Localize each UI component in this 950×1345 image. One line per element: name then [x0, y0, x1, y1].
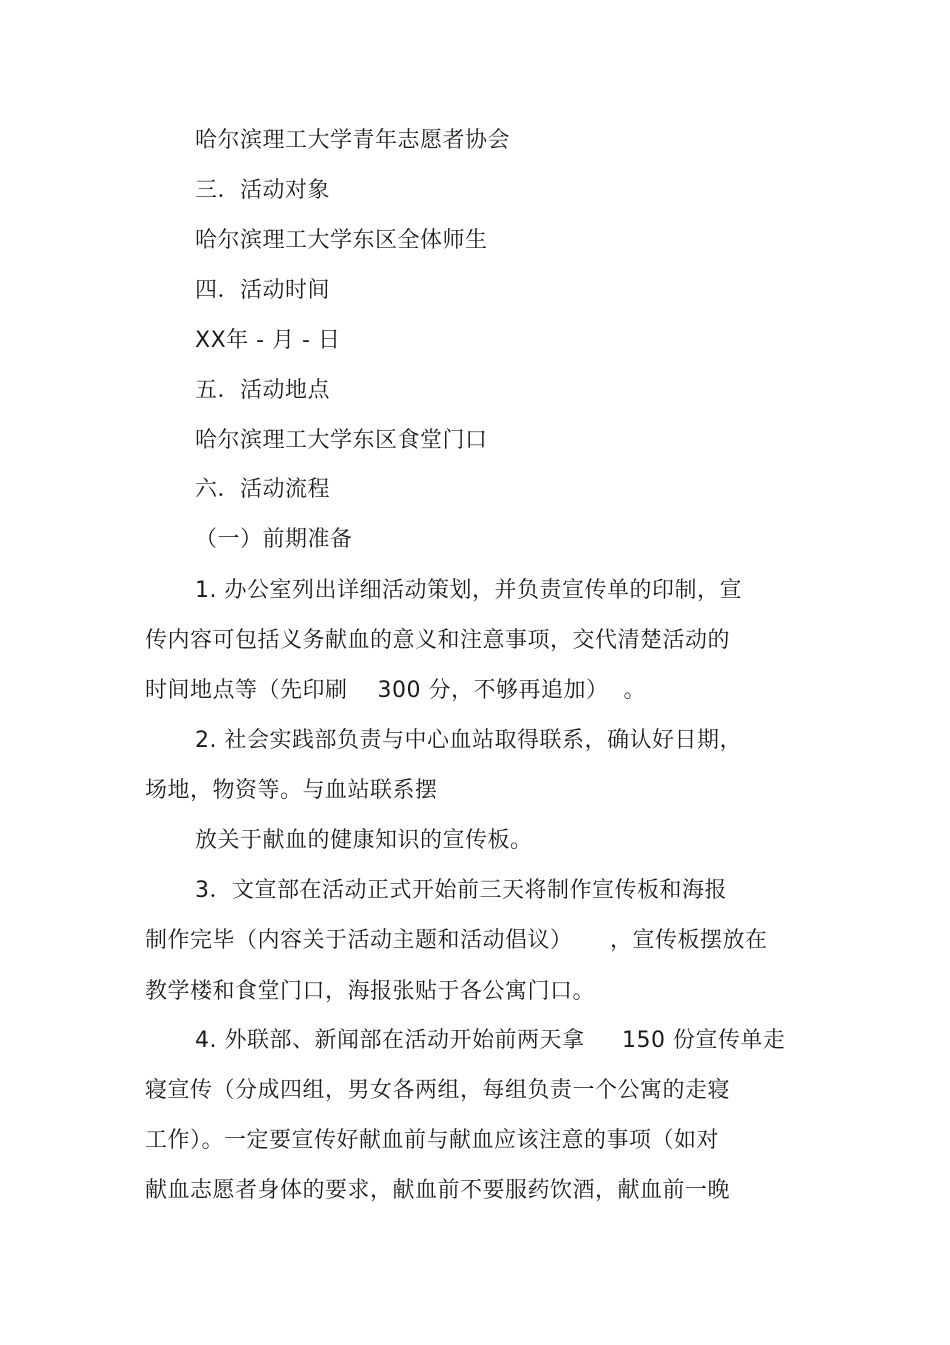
paragraph-line: 3．文宣部在活动正式开始前三天将制作宣传板和海报 — [195, 878, 727, 903]
section-heading-location: 五．活动地点 — [195, 378, 331, 403]
paragraph-line: 4. 外联部、新闻部在活动开始前两天拿 150 份宣传单走 — [195, 1028, 786, 1053]
paragraph-line: 传内容可包括义务献血的意义和注意事项，交代清楚活动的 — [145, 628, 731, 653]
organizer-text: 哈尔滨理工大学青年志愿者协会 — [195, 128, 511, 153]
section-heading-target: 三．活动对象 — [195, 178, 331, 203]
paragraph-line: 1. 办公室列出详细活动策划，并负责宣传单的印制，宣 — [195, 578, 742, 603]
time-text: XX年 - 月 - 日 — [195, 328, 341, 353]
section-heading-process: 六．活动流程 — [195, 477, 331, 502]
paragraph-line: 寝宣传（分成四组，男女各两组，每组负责一个公寓的走寝 — [145, 1078, 731, 1103]
paragraph-line: 时间地点等（先印刷 300 分，不够再追加） 。 — [145, 678, 646, 703]
paragraph-line: 工作）。一定要宣传好献血前与献血应该注意的事项（如对 — [145, 1128, 720, 1153]
paragraph-line: 制作完毕（内容关于活动主题和活动倡议） ，宣传板摆放在 — [145, 928, 768, 953]
subsection-heading-preparation: （一）前期准备 — [195, 527, 353, 552]
location-text: 哈尔滨理工大学东区食堂门口 — [195, 428, 488, 453]
section-heading-time: 四．活动时间 — [195, 278, 331, 303]
paragraph-line: 献血志愿者身体的要求，献血前不要服药饮酒，献血前一晚 — [145, 1178, 731, 1203]
paragraph-line: 教学楼和食堂门口，海报张贴于各公寓门口。 — [145, 979, 596, 1004]
paragraph-line: 场地，物资等。与血站联系摆 — [145, 778, 438, 803]
paragraph-line: 放关于献血的健康知识的宣传板。 — [195, 828, 533, 853]
paragraph-line: 2. 社会实践部负责与中心血站取得联系，确认好日期， — [195, 728, 742, 753]
target-text: 哈尔滨理工大学东区全体师生 — [195, 228, 488, 253]
